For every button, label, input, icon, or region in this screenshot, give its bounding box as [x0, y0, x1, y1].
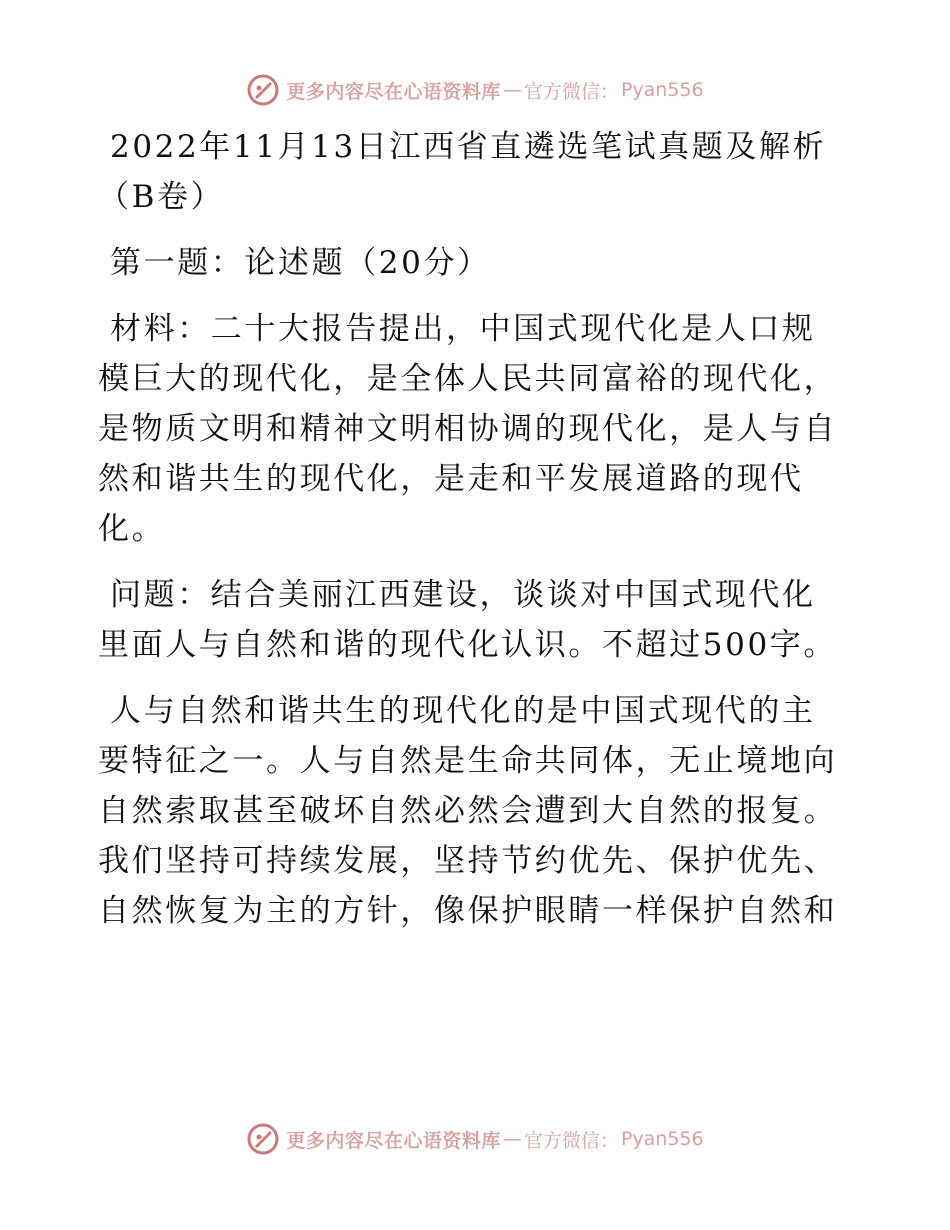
- section-heading: [98, 238, 858, 288]
- header-watermark: [0, 73, 950, 107]
- footer-watermark: [0, 1122, 950, 1156]
- watermark-dash: —: [502, 1128, 522, 1150]
- watermark-logo-icon: [246, 73, 280, 107]
- answer-line: 自然索取甚至破坏自然必然会遭到大自然的报复。: [98, 793, 838, 829]
- document-title: [98, 122, 858, 222]
- question-paragraph: [98, 570, 858, 670]
- material-line: 是物质文明和精神文明相协调的现代化，是人与自: [98, 411, 838, 447]
- question-line: 里面人与自然和谐的现代化认识。不超过500字。: [98, 627, 837, 663]
- material-line: 材料：二十大报告提出，中国式现代化是人口规: [110, 311, 816, 347]
- material-line: 然和谐共生的现代化，是走和平发展道路的现代: [98, 461, 804, 497]
- question-line: 问题：结合美丽江西建设，谈谈对中国式现代化: [110, 577, 816, 613]
- watermark-wechat-id: Pyan556: [620, 79, 704, 101]
- watermark-text: 更多内容尽在心语资料库: [286, 80, 501, 103]
- answer-line: 要特征之一。人与自然是生命共同体，无止境地向: [98, 743, 838, 779]
- watermark-official-label: 官方微信：: [523, 80, 619, 103]
- answer-line: 人与自然和谐共生的现代化的是中国式现代的主: [110, 693, 816, 729]
- title-line: 2022年11月13日江西省直遴选笔试真题及解析: [110, 129, 827, 165]
- watermark-logo-icon: [246, 1122, 280, 1156]
- answer-paragraph: [98, 686, 858, 936]
- watermark-official-label: 官方微信：: [523, 1129, 619, 1152]
- material-line: 模巨大的现代化，是全体人民共同富裕的现代化，: [98, 361, 838, 397]
- answer-line: 我们坚持可持续发展，坚持节约优先、保护优先、: [98, 843, 838, 879]
- material-line: 化。: [98, 511, 166, 547]
- watermark-dash: —: [502, 79, 522, 101]
- answer-line: 自然恢复为主的方针，像保护眼睛一样保护自然和: [98, 893, 838, 929]
- watermark-text: 更多内容尽在心语资料库: [286, 1129, 501, 1152]
- heading-line: 第一题：论述题（20分）: [110, 245, 491, 281]
- watermark-wechat-id: Pyan556: [620, 1128, 704, 1150]
- document-body: [98, 122, 858, 952]
- material-paragraph: [98, 304, 858, 554]
- title-line: （B卷）: [98, 179, 225, 215]
